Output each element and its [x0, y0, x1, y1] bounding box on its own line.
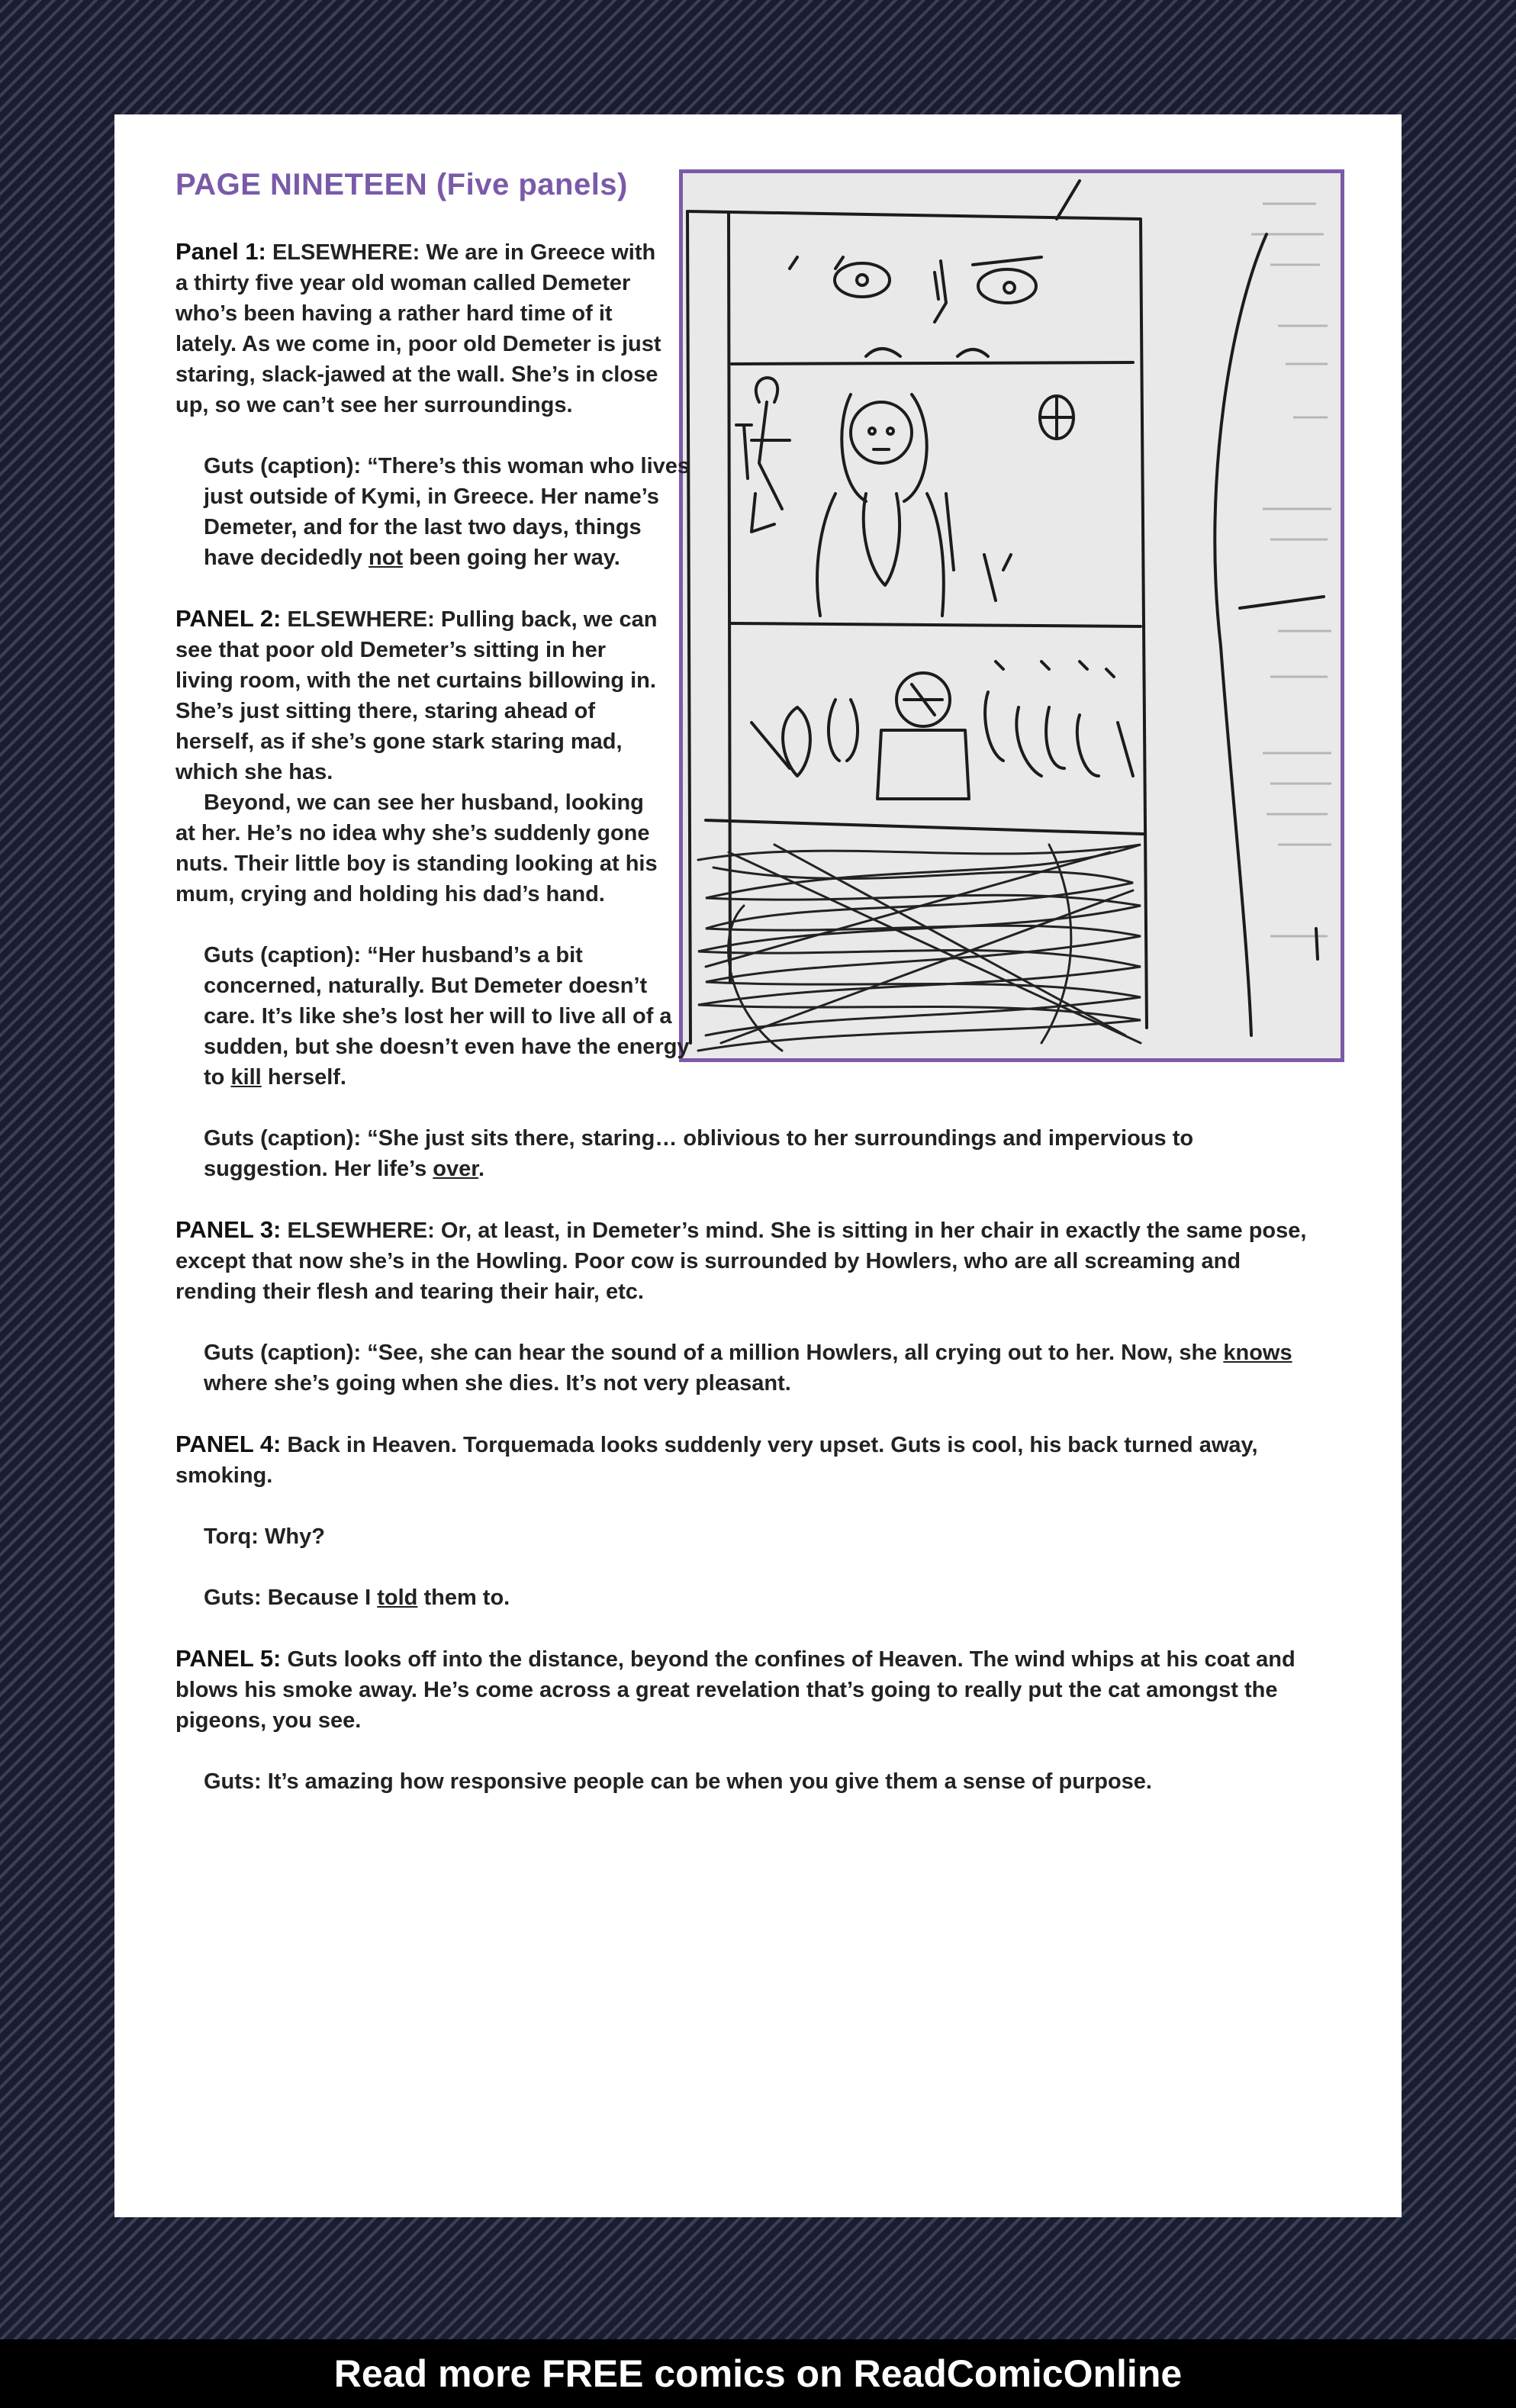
footer-banner[interactable]: Read more FREE comics on ReadComicOnline — [0, 2339, 1516, 2408]
dialogue-emphasis: told — [377, 1585, 418, 1610]
panel-2-description — [175, 604, 664, 787]
panel-4-line-1: Torq: Why? — [204, 1524, 325, 1549]
script-text — [175, 237, 1320, 1797]
dialogue-text: them to. — [423, 1585, 510, 1610]
caption-emphasis: not — [369, 546, 404, 570]
panel-3-description — [175, 1215, 1320, 1307]
panel-3-caption — [175, 1338, 1320, 1399]
panel-5-desc: Guts looks off into the distance, beyond the confines of Heaven. The wind whips at his coat and blows his smoke away. He’s come across a great revelation that’s going to really put the cat amongst the pigeons, you see. — [175, 1647, 1296, 1733]
page-heading: PAGE NINETEEN (Five panels) — [175, 168, 628, 201]
panel-4-label: PANEL 4: — [175, 1431, 282, 1457]
panel-5-label: PANEL 5: — [175, 1645, 282, 1672]
panel-2-caption-1 — [175, 940, 692, 1093]
caption-text: Guts (caption): “There’s this woman who lives just outside of Kymi, in Greece. Her name’s Demeter, and for the last two days, things have decidedly — [204, 454, 690, 570]
caption-emphasis: knows — [1223, 1341, 1292, 1365]
panel-3-label: PANEL 3: — [175, 1216, 282, 1243]
panel-4-description — [175, 1429, 1320, 1491]
panel-5-line-1: Guts: It’s amazing how responsive people can be when you give them a sense of purpose. — [204, 1769, 1152, 1794]
caption-text: herself. — [267, 1065, 346, 1090]
caption-text: Guts (caption): “See, she can hear the sound of a million Howlers, all crying out to her. Now, she — [204, 1341, 1218, 1365]
caption-text: where she’s going when she dies. It’s not very pleasant. — [204, 1371, 791, 1396]
caption-text: Guts (caption): “Her husband’s a bit concerned, naturally. But Demeter doesn’t care. It’s like she’s lost her will to live all of a sudden, but she doesn’t even have the energy to — [204, 943, 690, 1090]
panel-5-description — [175, 1643, 1320, 1736]
caption-text: . — [478, 1157, 485, 1181]
panel-1-desc: ELSEWHERE: We are in Greece with a thirty five year old woman called Demeter who’s been having a rather hard time of it lately. As we come in, poor old Demeter is just staring, slack-jawed at the wall. She’s in close up, so we can’t see her surroundings. — [175, 240, 661, 417]
panel-2-caption-2 — [175, 1123, 1320, 1184]
script-page — [114, 114, 1402, 2217]
panel-1-description — [175, 237, 664, 420]
caption-emphasis: kill — [230, 1065, 262, 1090]
panel-2-description-cont: Beyond, we can see her husband, looking at her. He’s no idea why she’s suddenly gone nuts. Their little boy is standing looking at his mum, crying and holding his dad’s hand. — [175, 790, 658, 906]
panel-4-line-2 — [175, 1582, 1320, 1613]
dialogue-text: Guts: Because I — [204, 1585, 372, 1610]
panel-3-desc: ELSEWHERE: Or, at least, in Demeter’s mind. She is sitting in her chair in exactly the same pose, except that now she’s in the Howling. Poor cow is surrounded by Howlers, who are all screaming and rending their flesh and tearing their hair, etc. — [175, 1218, 1307, 1304]
panel-1-label: Panel 1: — [175, 238, 266, 265]
caption-text: Guts (caption): “She just sits there, staring… oblivious to her surroundings and impervious to suggestion. Her life’s — [204, 1126, 1194, 1181]
panel-4-desc: Back in Heaven. Torquemada looks suddenly very upset. Guts is cool, his back turned away, smoking. — [175, 1433, 1258, 1488]
panel-2-desc: ELSEWHERE: Pulling back, we can see that poor old Demeter’s sitting in her living room, with the net curtains billowing in. She’s just sitting there, staring ahead of herself, as if she’s gone stark staring mad, which she has. — [175, 607, 658, 784]
panel-1-caption — [175, 451, 692, 573]
caption-text: been going her way. — [409, 546, 620, 570]
panel-2-label: PANEL 2: — [175, 605, 282, 632]
caption-emphasis: over — [433, 1157, 478, 1181]
